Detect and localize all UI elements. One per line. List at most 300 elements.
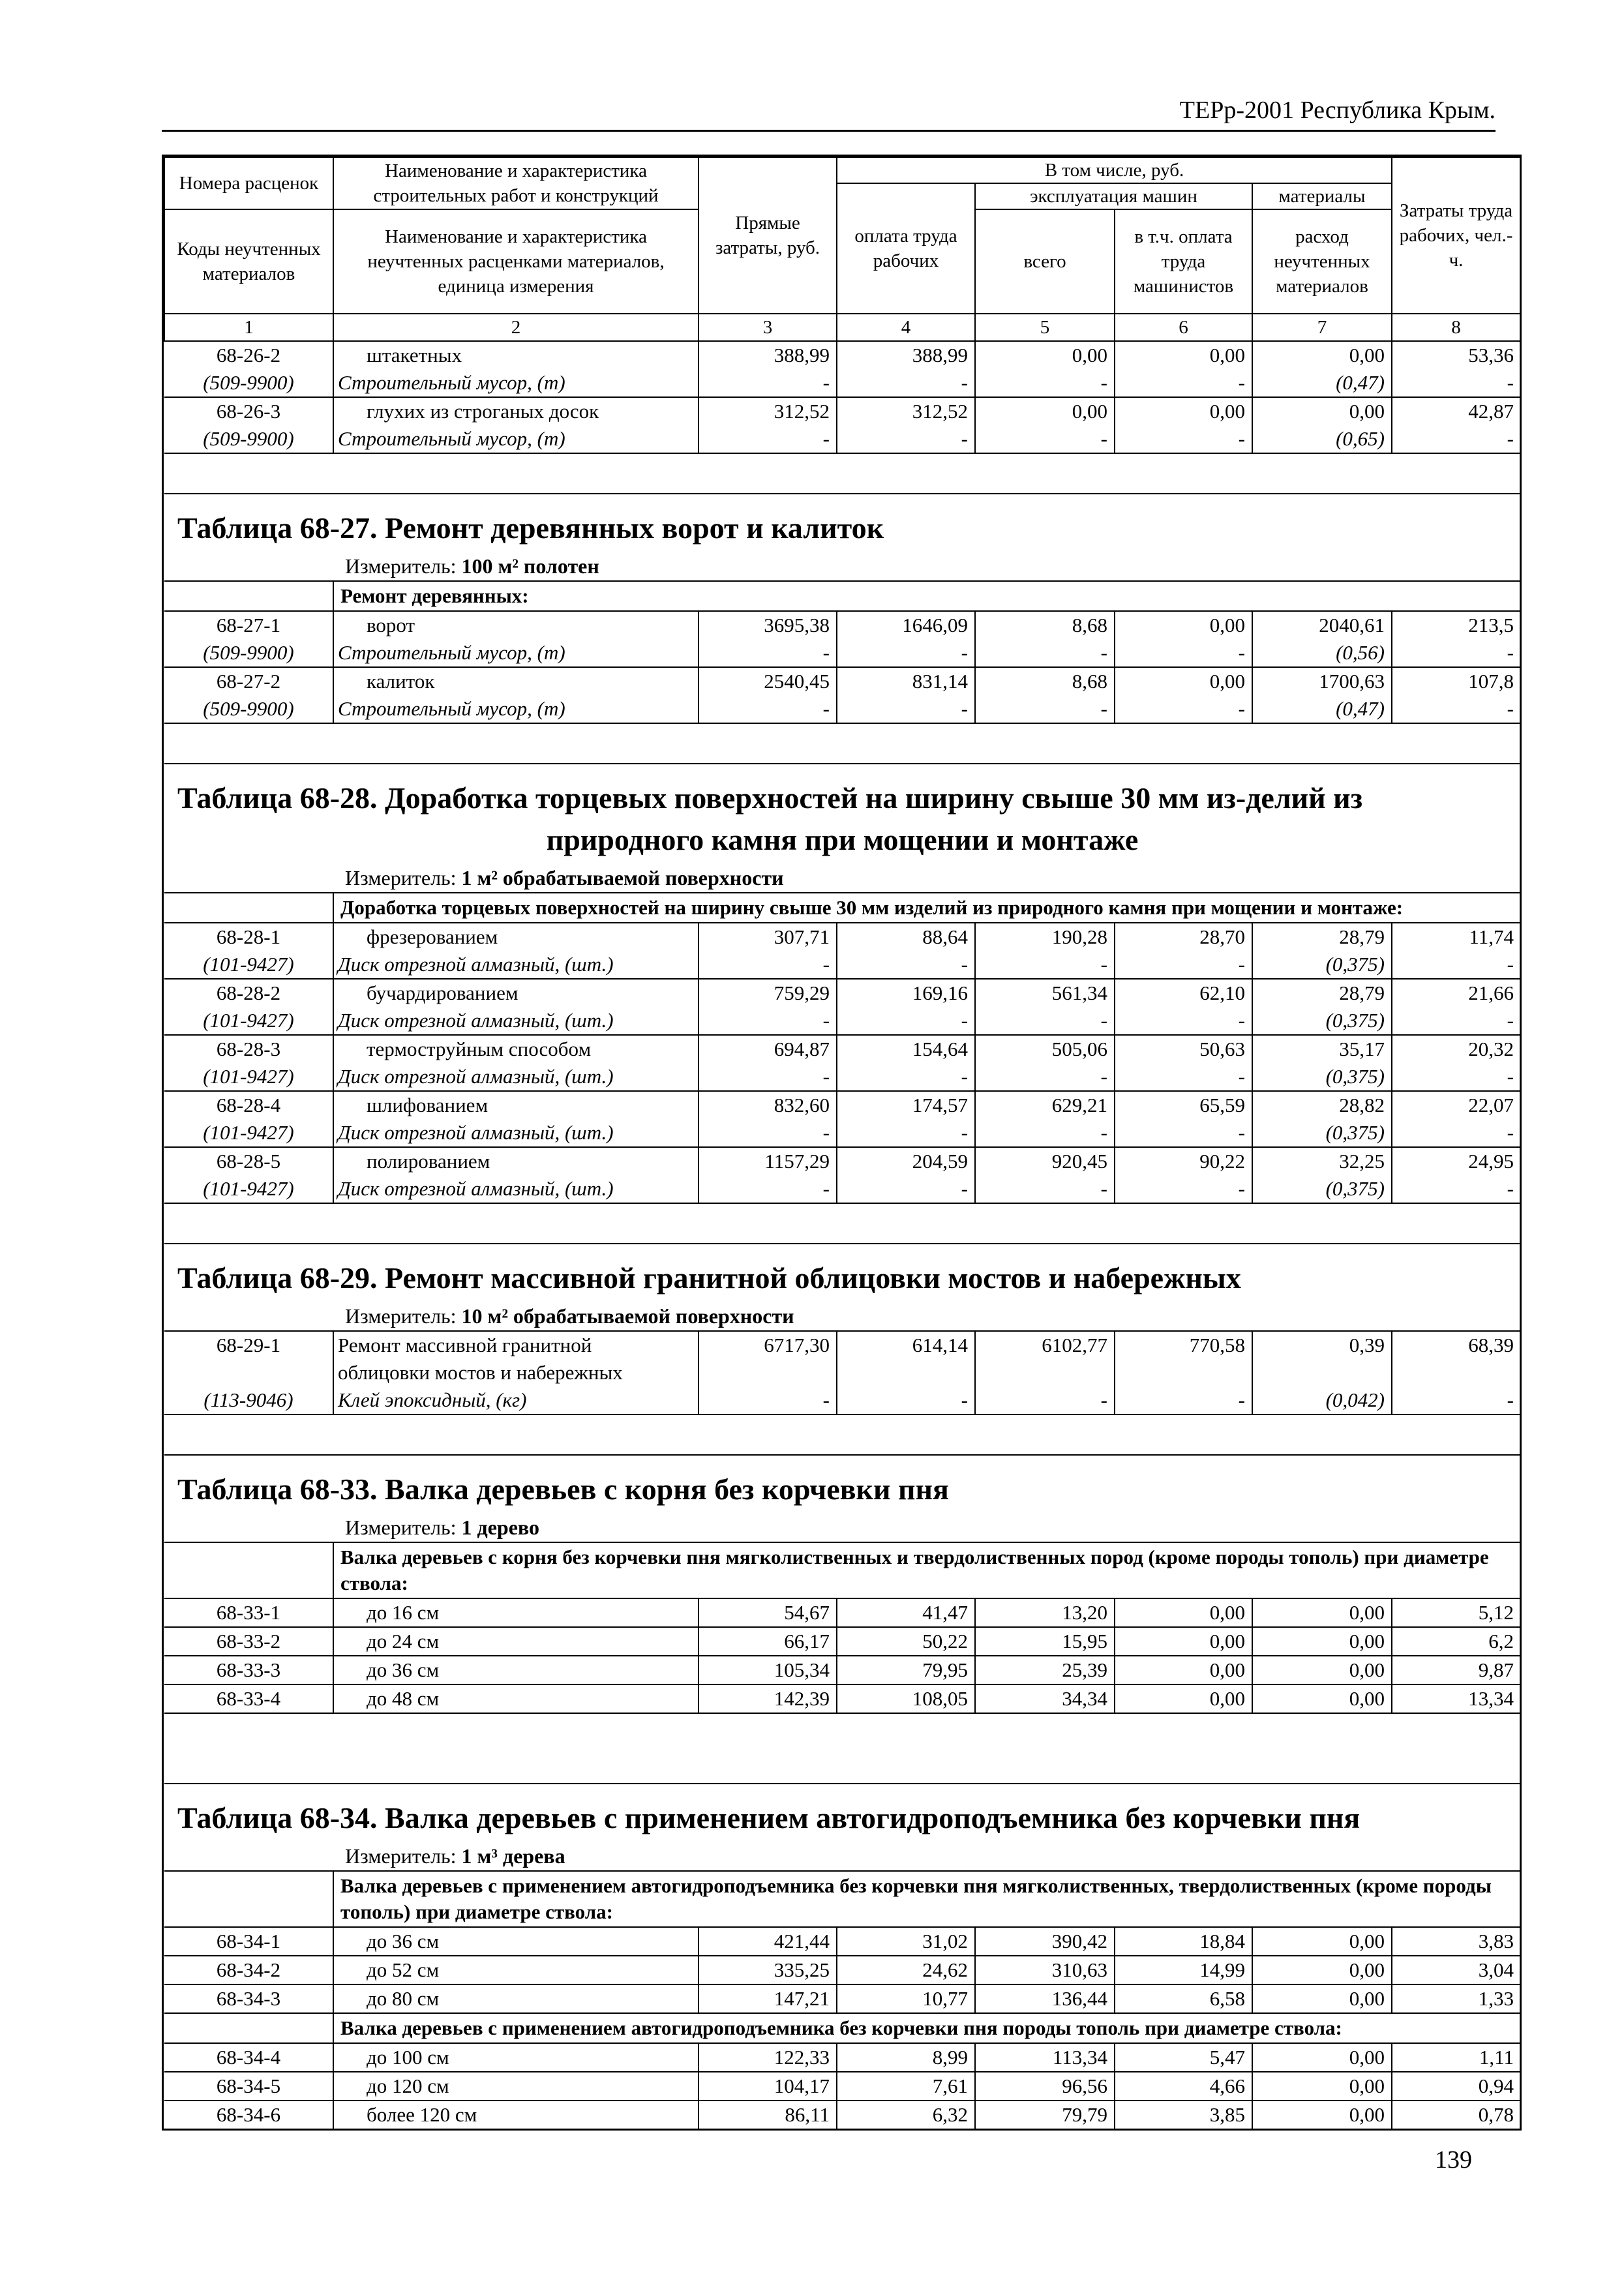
- table-row: [164, 341, 1520, 369]
- value-cell: 34,34: [975, 1684, 1115, 1713]
- table-row: [164, 1684, 1520, 1713]
- value-cell: -: [699, 1063, 837, 1091]
- value-cell: -: [699, 1007, 837, 1035]
- value-cell: -: [1115, 695, 1252, 723]
- value-cell: (0,56): [1252, 639, 1392, 667]
- value-cell: 7,61: [837, 2072, 975, 2101]
- value-cell: -: [837, 425, 975, 453]
- row-name: фрезерованием: [333, 923, 699, 951]
- value-cell: 0,00: [1252, 1656, 1392, 1684]
- col-direct-costs: Прямые затраты, руб.: [699, 157, 837, 314]
- table-row: [164, 1956, 1520, 1984]
- value-cell: -: [699, 951, 837, 979]
- unit-68-29: Измеритель: 10 м² обрабатываемой поверхности: [345, 1304, 794, 1328]
- value-cell: -: [975, 1063, 1115, 1091]
- unit-68-28: Измеритель: 1 м² обрабатываемой поверхности: [345, 866, 784, 890]
- value-cell: 561,34: [975, 979, 1115, 1007]
- value-cell: 28,79: [1252, 923, 1392, 951]
- value-cell: 21,66: [1392, 979, 1520, 1007]
- table-row: [164, 1007, 1520, 1035]
- table-row: [164, 1091, 1520, 1119]
- value-cell: -: [837, 1175, 975, 1203]
- value-cell: (0,47): [1252, 369, 1392, 397]
- value-cell: 8,68: [975, 611, 1115, 639]
- rows-68-28: [164, 923, 1520, 1244]
- table-row: [164, 1598, 1520, 1627]
- value-cell: 0,00: [1252, 1956, 1392, 1984]
- value-cell: 6,2: [1392, 1627, 1520, 1656]
- col-work-name: Наименование и характеристика строительных работ и конструкций: [333, 157, 699, 209]
- value-cell: 0,00: [1252, 1984, 1392, 2013]
- value-cell: 108,05: [837, 1684, 975, 1713]
- value-cell: 3,83: [1392, 1927, 1520, 1956]
- section-68-33: Валка деревьев с корня без корчевки пня мягколиственных и твердолиственных пород (кроме породы тополь) при диаметре ствола:: [333, 1542, 1520, 1598]
- row-name: термоструйным способом: [333, 1035, 699, 1063]
- rate-code: (101-9427): [164, 1063, 333, 1091]
- value-cell: -: [975, 1007, 1115, 1035]
- value-cell: -: [837, 951, 975, 979]
- value-cell: -: [975, 951, 1115, 979]
- value-cell: 2040,61: [1252, 611, 1392, 639]
- value-cell: 0,00: [1252, 2043, 1392, 2072]
- col-num-3: 3: [699, 314, 837, 341]
- rate-code: 68-27-1: [164, 611, 333, 639]
- table-title-68-28: Таблица 68-28. Доработка торцевых поверхностей на ширину свыше 30 мм из-делий из: [164, 764, 1520, 822]
- row-name: Диск отрезной алмазный, (шт.): [333, 1007, 699, 1035]
- value-cell: 42,87: [1392, 397, 1520, 425]
- rate-code: (509-9900): [164, 639, 333, 667]
- value-cell: 25,39: [975, 1656, 1115, 1684]
- value-cell: (0,375): [1252, 1175, 1392, 1203]
- value-cell: -: [975, 639, 1115, 667]
- table-title-68-28-line2: природного камня при мощении и монтаже: [546, 823, 1139, 856]
- table-row: [164, 667, 1520, 695]
- value-cell: 35,17: [1252, 1035, 1392, 1063]
- value-cell: 1,11: [1392, 2043, 1520, 2072]
- value-cell: 0,00: [1115, 667, 1252, 695]
- value-cell: -: [1115, 951, 1252, 979]
- value-cell: 694,87: [699, 1035, 837, 1063]
- value-cell: -: [1507, 371, 1514, 394]
- value-cell: 169,16: [837, 979, 975, 1007]
- col-worker-pay: оплата труда рабочих: [837, 183, 975, 314]
- value-cell: 310,63: [975, 1956, 1115, 1984]
- section-68-28: Доработка торцевых поверхностей на ширину свыше 30 мм изделий из природного камня при мощении и монтаже:: [333, 893, 1520, 923]
- value-cell: -: [1115, 1007, 1252, 1035]
- table-row: (113-9046) Клей эпоксидный, (кг) - - - - (0,042) -: [164, 1386, 1520, 1414]
- row-name: Диск отрезной алмазный, (шт.): [333, 951, 699, 979]
- value-cell: -: [1115, 1063, 1252, 1091]
- price-table: [164, 157, 1521, 2129]
- rate-code: (101-9427): [164, 1007, 333, 1035]
- col-num-7: 7: [1252, 314, 1392, 341]
- rows-68-34-a: [164, 1927, 1520, 2013]
- value-cell: (0,375): [1252, 1007, 1392, 1035]
- value-cell: 54,67: [699, 1598, 837, 1627]
- value-cell: 6,32: [837, 2101, 975, 2129]
- rate-code: (509-9900): [164, 425, 333, 453]
- value-cell: 11,74: [1392, 923, 1520, 951]
- column-numbers-row: [164, 314, 1520, 341]
- row-name: Диск отрезной алмазный, (шт.): [333, 1175, 699, 1203]
- value-cell: 24,95: [1392, 1147, 1520, 1175]
- value-cell: 0,00: [1115, 1684, 1252, 1713]
- value-cell: 154,64: [837, 1035, 975, 1063]
- value-cell: (0,375): [1252, 1063, 1392, 1091]
- row-name: Строительный мусор, (т): [333, 695, 699, 723]
- value-cell: 5,47: [1115, 2043, 1252, 2072]
- value-cell: 14,99: [1115, 1956, 1252, 1984]
- table-title-68-27: Таблица 68-27. Ремонт деревянных ворот и калиток: [164, 494, 1520, 552]
- value-cell: 65,59: [1115, 1091, 1252, 1119]
- row-name: до 120 см: [333, 2072, 699, 2101]
- table-row: 68-29-1 Ремонт массивной гранитной 6717,30 614,14 6102,77 770,58 0,39 68,39: [164, 1331, 1520, 1359]
- value-cell: 0,00: [1115, 1627, 1252, 1656]
- rate-code: 68-34-6: [164, 2101, 333, 2129]
- value-cell: -: [837, 639, 975, 667]
- value-cell: -: [975, 425, 1115, 453]
- value-cell: 6,58: [1115, 1984, 1252, 2013]
- row-name: Диск отрезной алмазный, (шт.): [333, 1119, 699, 1147]
- value-cell: 390,42: [975, 1927, 1115, 1956]
- table-row: [164, 1984, 1520, 2013]
- row-name: полированием: [333, 1147, 699, 1175]
- rate-code: 68-34-5: [164, 2072, 333, 2101]
- row-name: калиток: [333, 667, 699, 695]
- row-name: Строительный мусор, (т): [333, 639, 699, 667]
- row-name: до 48 см: [333, 1684, 699, 1713]
- value-cell: 0,00: [975, 341, 1115, 369]
- value-cell: (0,375): [1252, 1119, 1392, 1147]
- value-cell: 8,99: [837, 2043, 975, 2072]
- value-cell: 0,00: [1252, 1684, 1392, 1713]
- value-cell: -: [837, 1063, 975, 1091]
- col-machines-total: всего: [975, 209, 1115, 314]
- table-row: [164, 1175, 1520, 1203]
- value-cell: 388,99: [837, 341, 975, 369]
- value-cell: 31,02: [837, 1927, 975, 1956]
- col-num-5: 5: [975, 314, 1115, 341]
- col-material-usage: расход неучтенных материалов: [1252, 209, 1392, 314]
- value-cell: -: [837, 1007, 975, 1035]
- value-cell: 831,14: [837, 667, 975, 695]
- value-cell: -: [1115, 425, 1252, 453]
- row-name: до 36 см: [333, 1927, 699, 1956]
- value-cell: 1700,63: [1252, 667, 1392, 695]
- value-cell: 96,56: [975, 2072, 1115, 2101]
- value-cell: -: [1507, 953, 1514, 976]
- value-cell: (0,375): [1252, 951, 1392, 979]
- table-row: [164, 979, 1520, 1007]
- table-row: [164, 923, 1520, 951]
- price-table-frame: [162, 155, 1522, 2131]
- value-cell: 8,68: [975, 667, 1115, 695]
- value-cell: 2540,45: [699, 667, 837, 695]
- table-title-68-33: Таблица 68-33. Валка деревьев с корня без корчевки пня: [164, 1455, 1520, 1513]
- value-cell: -: [975, 1175, 1115, 1203]
- value-cell: 190,28: [975, 923, 1115, 951]
- col-rate-numbers: Номера расценок: [164, 157, 333, 209]
- value-cell: 0,00: [1115, 1656, 1252, 1684]
- table-row: [164, 425, 1520, 453]
- rate-code: (101-9427): [164, 1175, 333, 1203]
- value-cell: 142,39: [699, 1684, 837, 1713]
- value-cell: 0,00: [1115, 1598, 1252, 1627]
- row-name: до 36 см: [333, 1656, 699, 1684]
- rows-68-27: [164, 611, 1520, 764]
- value-cell: -: [1115, 369, 1252, 397]
- value-cell: 24,62: [837, 1956, 975, 1984]
- value-cell: 5,12: [1392, 1598, 1520, 1627]
- value-cell: -: [837, 695, 975, 723]
- value-cell: -: [975, 369, 1115, 397]
- table-row: [164, 1063, 1520, 1091]
- value-cell: -: [1507, 1177, 1514, 1200]
- value-cell: 28,82: [1252, 1091, 1392, 1119]
- table-68-27: [164, 494, 1520, 611]
- unit-68-27: Измеритель: 100 м² полотен: [345, 554, 599, 578]
- value-cell: -: [699, 695, 837, 723]
- value-cell: 9,87: [1392, 1656, 1520, 1684]
- row-name: Строительный мусор, (т): [333, 369, 699, 397]
- value-cell: 0,00: [975, 397, 1115, 425]
- value-cell: 0,00: [1115, 611, 1252, 639]
- value-cell: -: [1507, 641, 1514, 664]
- rate-code: 68-27-2: [164, 667, 333, 695]
- value-cell: 0,78: [1392, 2101, 1520, 2129]
- table-row: [164, 1035, 1520, 1063]
- value-cell: 79,79: [975, 2101, 1115, 2129]
- value-cell: 20,32: [1392, 1035, 1520, 1063]
- rate-code: 68-34-3: [164, 1984, 333, 2013]
- rate-code: (101-9427): [164, 951, 333, 979]
- rate-code: 68-33-1: [164, 1598, 333, 1627]
- value-cell: -: [1507, 1009, 1514, 1032]
- table-row: облицовки мостов и набережных: [164, 1359, 1520, 1386]
- value-cell: 0,00: [1252, 341, 1392, 369]
- table-row: [164, 639, 1520, 667]
- value-cell: 107,8: [1392, 667, 1520, 695]
- col-num-6: 6: [1115, 314, 1252, 341]
- value-cell: 28,70: [1115, 923, 1252, 951]
- value-cell: 10,77: [837, 1984, 975, 2013]
- value-cell: 0,00: [1115, 397, 1252, 425]
- table-68-34-b: [164, 2013, 1520, 2043]
- rate-code: 68-28-3: [164, 1035, 333, 1063]
- value-cell: 759,29: [699, 979, 837, 1007]
- value-cell: 104,17: [699, 2072, 837, 2101]
- section-68-27: Ремонт деревянных:: [333, 581, 1520, 611]
- value-cell: -: [1115, 1175, 1252, 1203]
- value-cell: 32,25: [1252, 1147, 1392, 1175]
- row-name: до 24 см: [333, 1627, 699, 1656]
- value-cell: 88,64: [837, 923, 975, 951]
- rate-code: 68-26-2: [164, 341, 333, 369]
- value-cell: 136,44: [975, 1984, 1115, 2013]
- value-cell: 3,04: [1392, 1956, 1520, 1984]
- rate-code: 68-28-5: [164, 1147, 333, 1175]
- row-name: до 80 см: [333, 1984, 699, 2013]
- value-cell: (0,47): [1252, 695, 1392, 723]
- value-cell: -: [1115, 1119, 1252, 1147]
- value-cell: 62,10: [1115, 979, 1252, 1007]
- value-cell: 0,00: [1252, 397, 1392, 425]
- row-name: штакетных: [333, 341, 699, 369]
- value-cell: 53,36: [1392, 341, 1520, 369]
- table-68-34: [164, 1753, 1520, 1927]
- value-cell: 50,22: [837, 1627, 975, 1656]
- rate-code: 68-34-1: [164, 1927, 333, 1956]
- value-cell: 204,59: [837, 1147, 975, 1175]
- value-cell: 22,07: [1392, 1091, 1520, 1119]
- value-cell: -: [1507, 1121, 1514, 1144]
- value-cell: 122,33: [699, 2043, 837, 2072]
- value-cell: 1157,29: [699, 1147, 837, 1175]
- unit-68-33: Измеритель: 1 дерево: [345, 1516, 539, 1539]
- value-cell: 0,00: [1115, 341, 1252, 369]
- value-cell: 0,00: [1252, 1598, 1392, 1627]
- table-row: [164, 2072, 1520, 2101]
- value-cell: 41,47: [837, 1598, 975, 1627]
- value-cell: -: [699, 639, 837, 667]
- rate-code: 68-28-1: [164, 923, 333, 951]
- table-row: [164, 397, 1520, 425]
- table-68-29: [164, 1244, 1520, 1455]
- row-name: более 120 см: [333, 2101, 699, 2129]
- row-name: Диск отрезной алмазный, (шт.): [333, 1063, 699, 1091]
- rate-code: 68-26-3: [164, 397, 333, 425]
- value-cell: 50,63: [1115, 1035, 1252, 1063]
- col-num-8: 8: [1392, 314, 1520, 341]
- value-cell: 307,71: [699, 923, 837, 951]
- value-cell: 113,34: [975, 2043, 1115, 2072]
- value-cell: 147,21: [699, 1984, 837, 2013]
- row-name: Строительный мусор, (т): [333, 425, 699, 453]
- col-material-name: Наименование и характеристика неучтенных расценками материалов, единица измерения: [333, 209, 699, 314]
- value-cell: -: [699, 425, 837, 453]
- value-cell: 18,84: [1115, 1927, 1252, 1956]
- value-cell: 4,66: [1115, 2072, 1252, 2101]
- rows-68-34-b: [164, 2043, 1520, 2129]
- table-row: [164, 1627, 1520, 1656]
- row-name: глухих из строганых досок: [333, 397, 699, 425]
- col-num-2: 2: [333, 314, 699, 341]
- value-cell: 105,34: [699, 1656, 837, 1684]
- value-cell: (0,65): [1252, 425, 1392, 453]
- rate-code: 68-34-4: [164, 2043, 333, 2072]
- table-row: [164, 951, 1520, 979]
- value-cell: -: [975, 695, 1115, 723]
- table-row: [164, 611, 1520, 639]
- unit-68-34: Измеритель: 1 м³ дерева: [345, 1844, 565, 1868]
- rate-code: (509-9900): [164, 695, 333, 723]
- value-cell: 421,44: [699, 1927, 837, 1956]
- value-cell: 3,85: [1115, 2101, 1252, 2129]
- value-cell: 629,21: [975, 1091, 1115, 1119]
- table-row: [164, 695, 1520, 723]
- value-cell: -: [837, 1119, 975, 1147]
- value-cell: -: [1115, 639, 1252, 667]
- value-cell: 86,11: [699, 2101, 837, 2129]
- rate-code: 68-33-3: [164, 1656, 333, 1684]
- table-68-28: [164, 764, 1520, 923]
- value-cell: 1646,09: [837, 611, 975, 639]
- table-title-68-34: Таблица 68-34. Валка деревьев с применением автогидроподъемника без корчевки пня: [164, 1784, 1520, 1842]
- value-cell: -: [1507, 1065, 1514, 1088]
- table-head: [164, 157, 1520, 314]
- value-cell: -: [1507, 697, 1514, 720]
- col-num-1: 1: [164, 314, 333, 341]
- value-cell: 0,00: [1252, 2072, 1392, 2101]
- value-cell: 79,95: [837, 1656, 975, 1684]
- rate-code: (101-9427): [164, 1119, 333, 1147]
- value-cell: 0,00: [1252, 2101, 1392, 2129]
- row-name: до 100 см: [333, 2043, 699, 2072]
- col-materials: материалы: [1252, 183, 1392, 209]
- value-cell: 28,79: [1252, 979, 1392, 1007]
- value-cell: 66,17: [699, 1627, 837, 1656]
- col-including: В том числе, руб.: [837, 157, 1392, 183]
- value-cell: -: [837, 369, 975, 397]
- value-cell: 0,94: [1392, 2072, 1520, 2101]
- value-cell: 0,00: [1252, 1627, 1392, 1656]
- row-name: бучардированием: [333, 979, 699, 1007]
- rate-code: 68-28-2: [164, 979, 333, 1007]
- table-row: [164, 369, 1520, 397]
- rate-code: 68-33-2: [164, 1627, 333, 1656]
- value-cell: 90,22: [1115, 1147, 1252, 1175]
- value-cell: 832,60: [699, 1091, 837, 1119]
- rate-code: 68-34-2: [164, 1956, 333, 1984]
- value-cell: 213,5: [1392, 611, 1520, 639]
- value-cell: 505,06: [975, 1035, 1115, 1063]
- rate-code: 68-33-4: [164, 1684, 333, 1713]
- value-cell: 312,52: [699, 397, 837, 425]
- value-cell: -: [699, 369, 837, 397]
- section-68-34-b: Валка деревьев с применением автогидроподъемника без корчевки пня породы тополь при диаметре ствола:: [333, 2013, 1520, 2043]
- row-name: до 52 см: [333, 1956, 699, 1984]
- rate-code: (509-9900): [164, 369, 333, 397]
- table-row: [164, 2101, 1520, 2129]
- table-row: [164, 1147, 1520, 1175]
- rows-68-26: [164, 341, 1520, 494]
- value-cell: 13,34: [1392, 1684, 1520, 1713]
- value-cell: -: [975, 1119, 1115, 1147]
- value-cell: -: [699, 1119, 837, 1147]
- table-row: [164, 1927, 1520, 1956]
- col-labor-hours: Затраты труда рабочих, чел.-ч.: [1392, 157, 1520, 314]
- row-name: ворот: [333, 611, 699, 639]
- value-cell: 388,99: [699, 341, 837, 369]
- running-header: ТЕРр-2001 Республика Крым.: [162, 95, 1496, 132]
- value-cell: 335,25: [699, 1956, 837, 1984]
- section-68-34-a: Валка деревьев с применением автогидроподъемника без корчевки пня мягколиственных, твердолиственных (кроме породы тополь) при диаметре ствола:: [333, 1871, 1520, 1927]
- table-68-33: [164, 1455, 1520, 1598]
- col-material-codes: Коды неучтенных материалов: [164, 209, 333, 314]
- table-row: [164, 1119, 1520, 1147]
- value-cell: 15,95: [975, 1627, 1115, 1656]
- rate-code: 68-28-4: [164, 1091, 333, 1119]
- page-number: 139: [1435, 2146, 1472, 2174]
- value-cell: 0,00: [1252, 1927, 1392, 1956]
- table-row: [164, 1656, 1520, 1684]
- value-cell: 3695,38: [699, 611, 837, 639]
- value-cell: 312,52: [837, 397, 975, 425]
- col-machines: эксплуатация машин: [975, 183, 1252, 209]
- row-name: шлифованием: [333, 1091, 699, 1119]
- col-num-4: 4: [837, 314, 975, 341]
- value-cell: -: [1507, 427, 1514, 450]
